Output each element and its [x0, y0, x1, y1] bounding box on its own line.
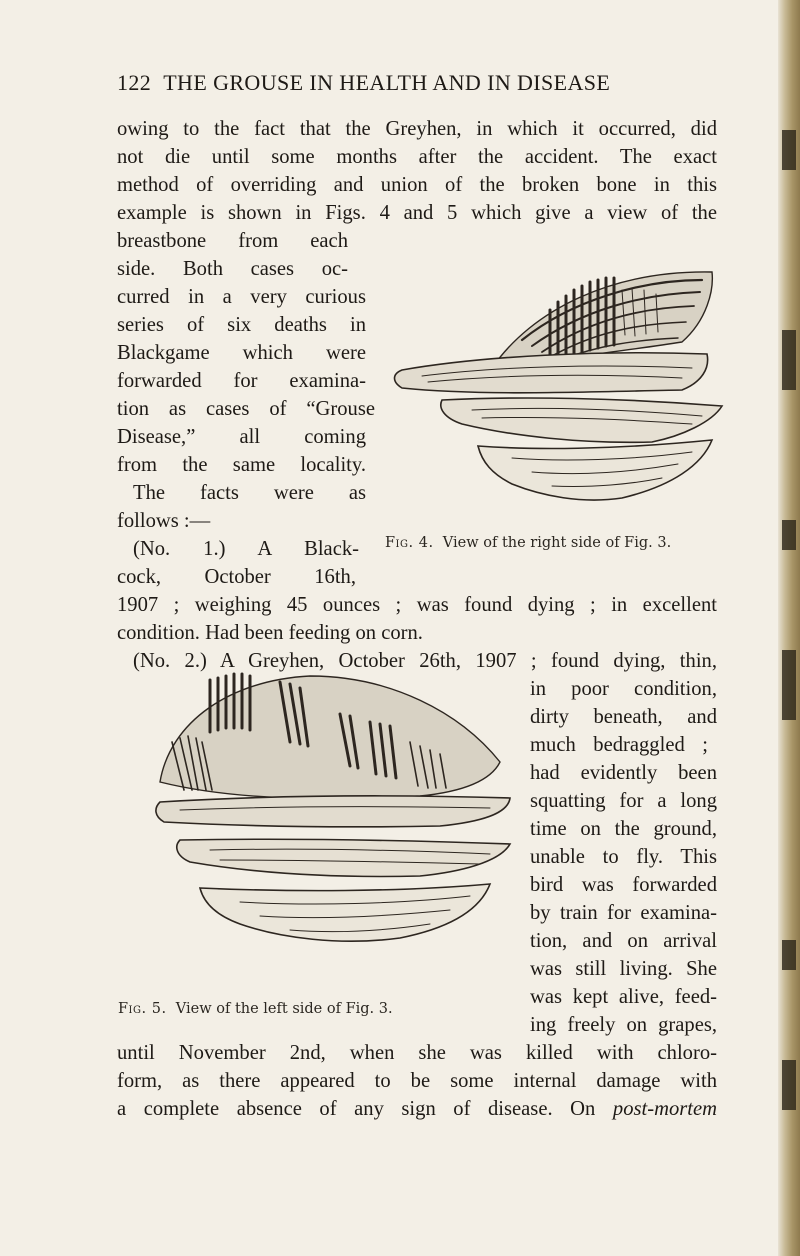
- text-line: (No. 1.) A Black-: [133, 538, 359, 560]
- text-line: much bedraggled ;: [530, 734, 708, 756]
- text-line: ing freely on grapes,: [530, 1014, 717, 1036]
- text-line: example is shown in Figs. 4 and 5 which give a view of the: [117, 202, 717, 224]
- text-line: 1907 ; weighing 45 ounces ; was found dying ; in excellent: [117, 594, 717, 616]
- figure-5-label: Fig. 5.: [118, 1001, 167, 1017]
- text-line: from the same locality.: [117, 454, 366, 476]
- page-edge: [778, 0, 800, 1256]
- text-line: follows :—: [117, 510, 211, 532]
- text-line: form, as there appeared to be some internal damage with: [117, 1070, 717, 1092]
- text-line: was kept alive, feed-: [530, 986, 717, 1008]
- text-line: dirty beneath, and: [530, 706, 717, 728]
- text-line: in poor condition,: [530, 678, 717, 700]
- text-line: The facts were as: [133, 482, 366, 504]
- text-line: unable to fly. This: [530, 846, 717, 868]
- italic-term: post-mortem: [612, 1098, 717, 1120]
- figure-4-caption-text: View of the right side of Fig. 3.: [442, 535, 672, 551]
- edge-mark: [782, 130, 796, 170]
- text-line: method of overriding and union of the broken bone in this: [117, 174, 717, 196]
- text-line: time on the ground,: [530, 818, 717, 840]
- figure-4-label: Fig. 4.: [385, 535, 434, 551]
- text-line: squatting for a long: [530, 790, 717, 812]
- text-line: cock, October 16th,: [117, 566, 356, 588]
- text-line: breastbone from each: [117, 230, 348, 252]
- running-title: THE GROUSE IN HEALTH AND IN DISEASE: [163, 70, 611, 95]
- text-line: side. Both cases oc-: [117, 258, 348, 280]
- text-line: bird was forwarded: [530, 874, 717, 896]
- figure-5-caption: [118, 1001, 393, 1017]
- page-number: 122: [117, 70, 152, 95]
- text-line: was still living. She: [530, 958, 717, 980]
- text-line: forwarded for examina-: [117, 370, 366, 392]
- figure-4-breastbone-illustration: [382, 250, 727, 515]
- edge-mark: [782, 1060, 796, 1110]
- text-line: had evidently been: [530, 762, 717, 784]
- text-line: [117, 1097, 717, 1121]
- edge-mark: [782, 940, 796, 970]
- text-line: curred in a very curious: [117, 286, 366, 308]
- text-line: owing to the fact that the Greyhen, in which it occurred, did: [117, 118, 717, 140]
- edge-mark: [782, 650, 796, 720]
- figure-4-caption: [385, 535, 671, 551]
- edge-mark: [782, 520, 796, 550]
- text-line: not die until some months after the accident. The exact: [117, 146, 717, 168]
- figure-5-caption-text: View of the left side of Fig. 3.: [175, 1001, 393, 1017]
- edge-mark: [782, 330, 796, 390]
- running-head: [117, 70, 717, 96]
- text-line: Blackgame which were: [117, 342, 366, 364]
- figure-5-breastbone-illustration: [140, 662, 520, 982]
- text-line: condition. Had been feeding on corn.: [117, 622, 423, 644]
- text-line: tion as cases of “Grouse: [117, 398, 375, 420]
- text-line-start: a complete absence of any sign of disease. On: [117, 1098, 613, 1120]
- text-line: series of six deaths in: [117, 314, 366, 336]
- text-line: tion, and on arrival: [530, 930, 717, 952]
- text-line: Disease,” all coming: [117, 426, 366, 448]
- text-line: until November 2nd, when she was killed with chloro-: [117, 1042, 717, 1064]
- text-line: (No. 2.) A Greyhen, October 26th, 1907 ; found dying, thin,: [133, 650, 717, 672]
- text-line: by train for examina-: [530, 902, 717, 924]
